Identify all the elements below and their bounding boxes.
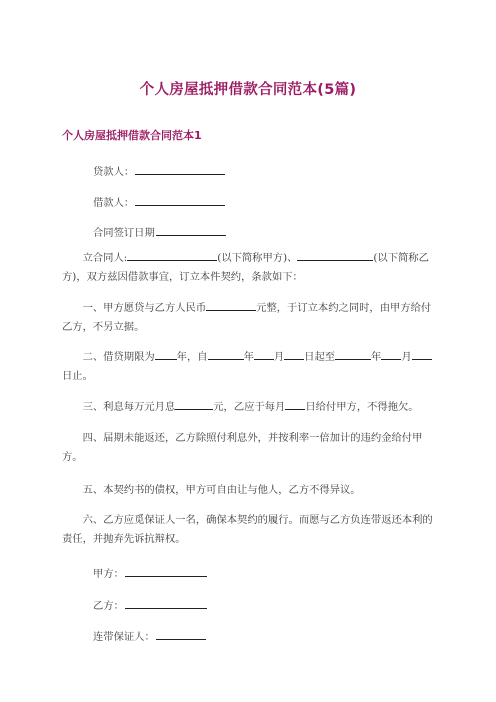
borrower-field <box>93 194 225 209</box>
clause-6: 六、乙方应觅保证人一名，确保本契约的履行。而愿与乙方负连带返还本利的责任，并抛弃先诉抗辩权。 <box>62 514 433 545</box>
section-heading: 个人房屋抵押借款合同范本1 <box>62 129 202 142</box>
lender-field <box>93 163 225 178</box>
borrower-label: 借款人： <box>93 197 135 209</box>
borrower-blank <box>135 194 225 206</box>
sign-date-field <box>93 224 226 239</box>
guarantor-blank <box>156 628 206 640</box>
party-b-signature: 乙方： <box>93 597 207 612</box>
clause-3: 三、利息每万元月息 元，乙应于每月 日给付甲方，不得拖欠。 <box>62 398 436 417</box>
party-b-blank <box>125 597 207 609</box>
lender-label: 贷款人： <box>93 166 135 178</box>
parties-paragraph: 立合同人: (以下简称甲方)、 (以下简称乙方)，双方兹因借款事宜，订立本件契约，条款如下： <box>62 249 436 287</box>
sign-date-blank <box>156 224 226 236</box>
document-title: 个人房屋抵押借款合同范本(5篇) <box>139 82 357 98</box>
guarantor-signature: 连带保证人： <box>93 628 206 643</box>
lender-blank <box>135 163 225 175</box>
sign-date-label: 合同签订日期 <box>93 227 155 239</box>
party-a-signature: 甲方： <box>93 565 207 580</box>
clause-4: 四、届期未能返还，乙方除照付利息外，并按利率一倍加计的违约金给付甲方。 <box>62 432 423 463</box>
clause-2: 二、借贷期限为 年，自 年 月 日起至 年 月日止。 <box>62 348 436 386</box>
clause-5: 五、本契约书的债权，甲方可自由让与他人，乙方不得异议。 <box>82 484 361 496</box>
clause-1: 一、甲方愿贷与乙方人民币 元整，于订立本约之同时，由甲方给付乙方，不另立据。 <box>62 299 436 337</box>
party-a-blank <box>125 565 207 577</box>
